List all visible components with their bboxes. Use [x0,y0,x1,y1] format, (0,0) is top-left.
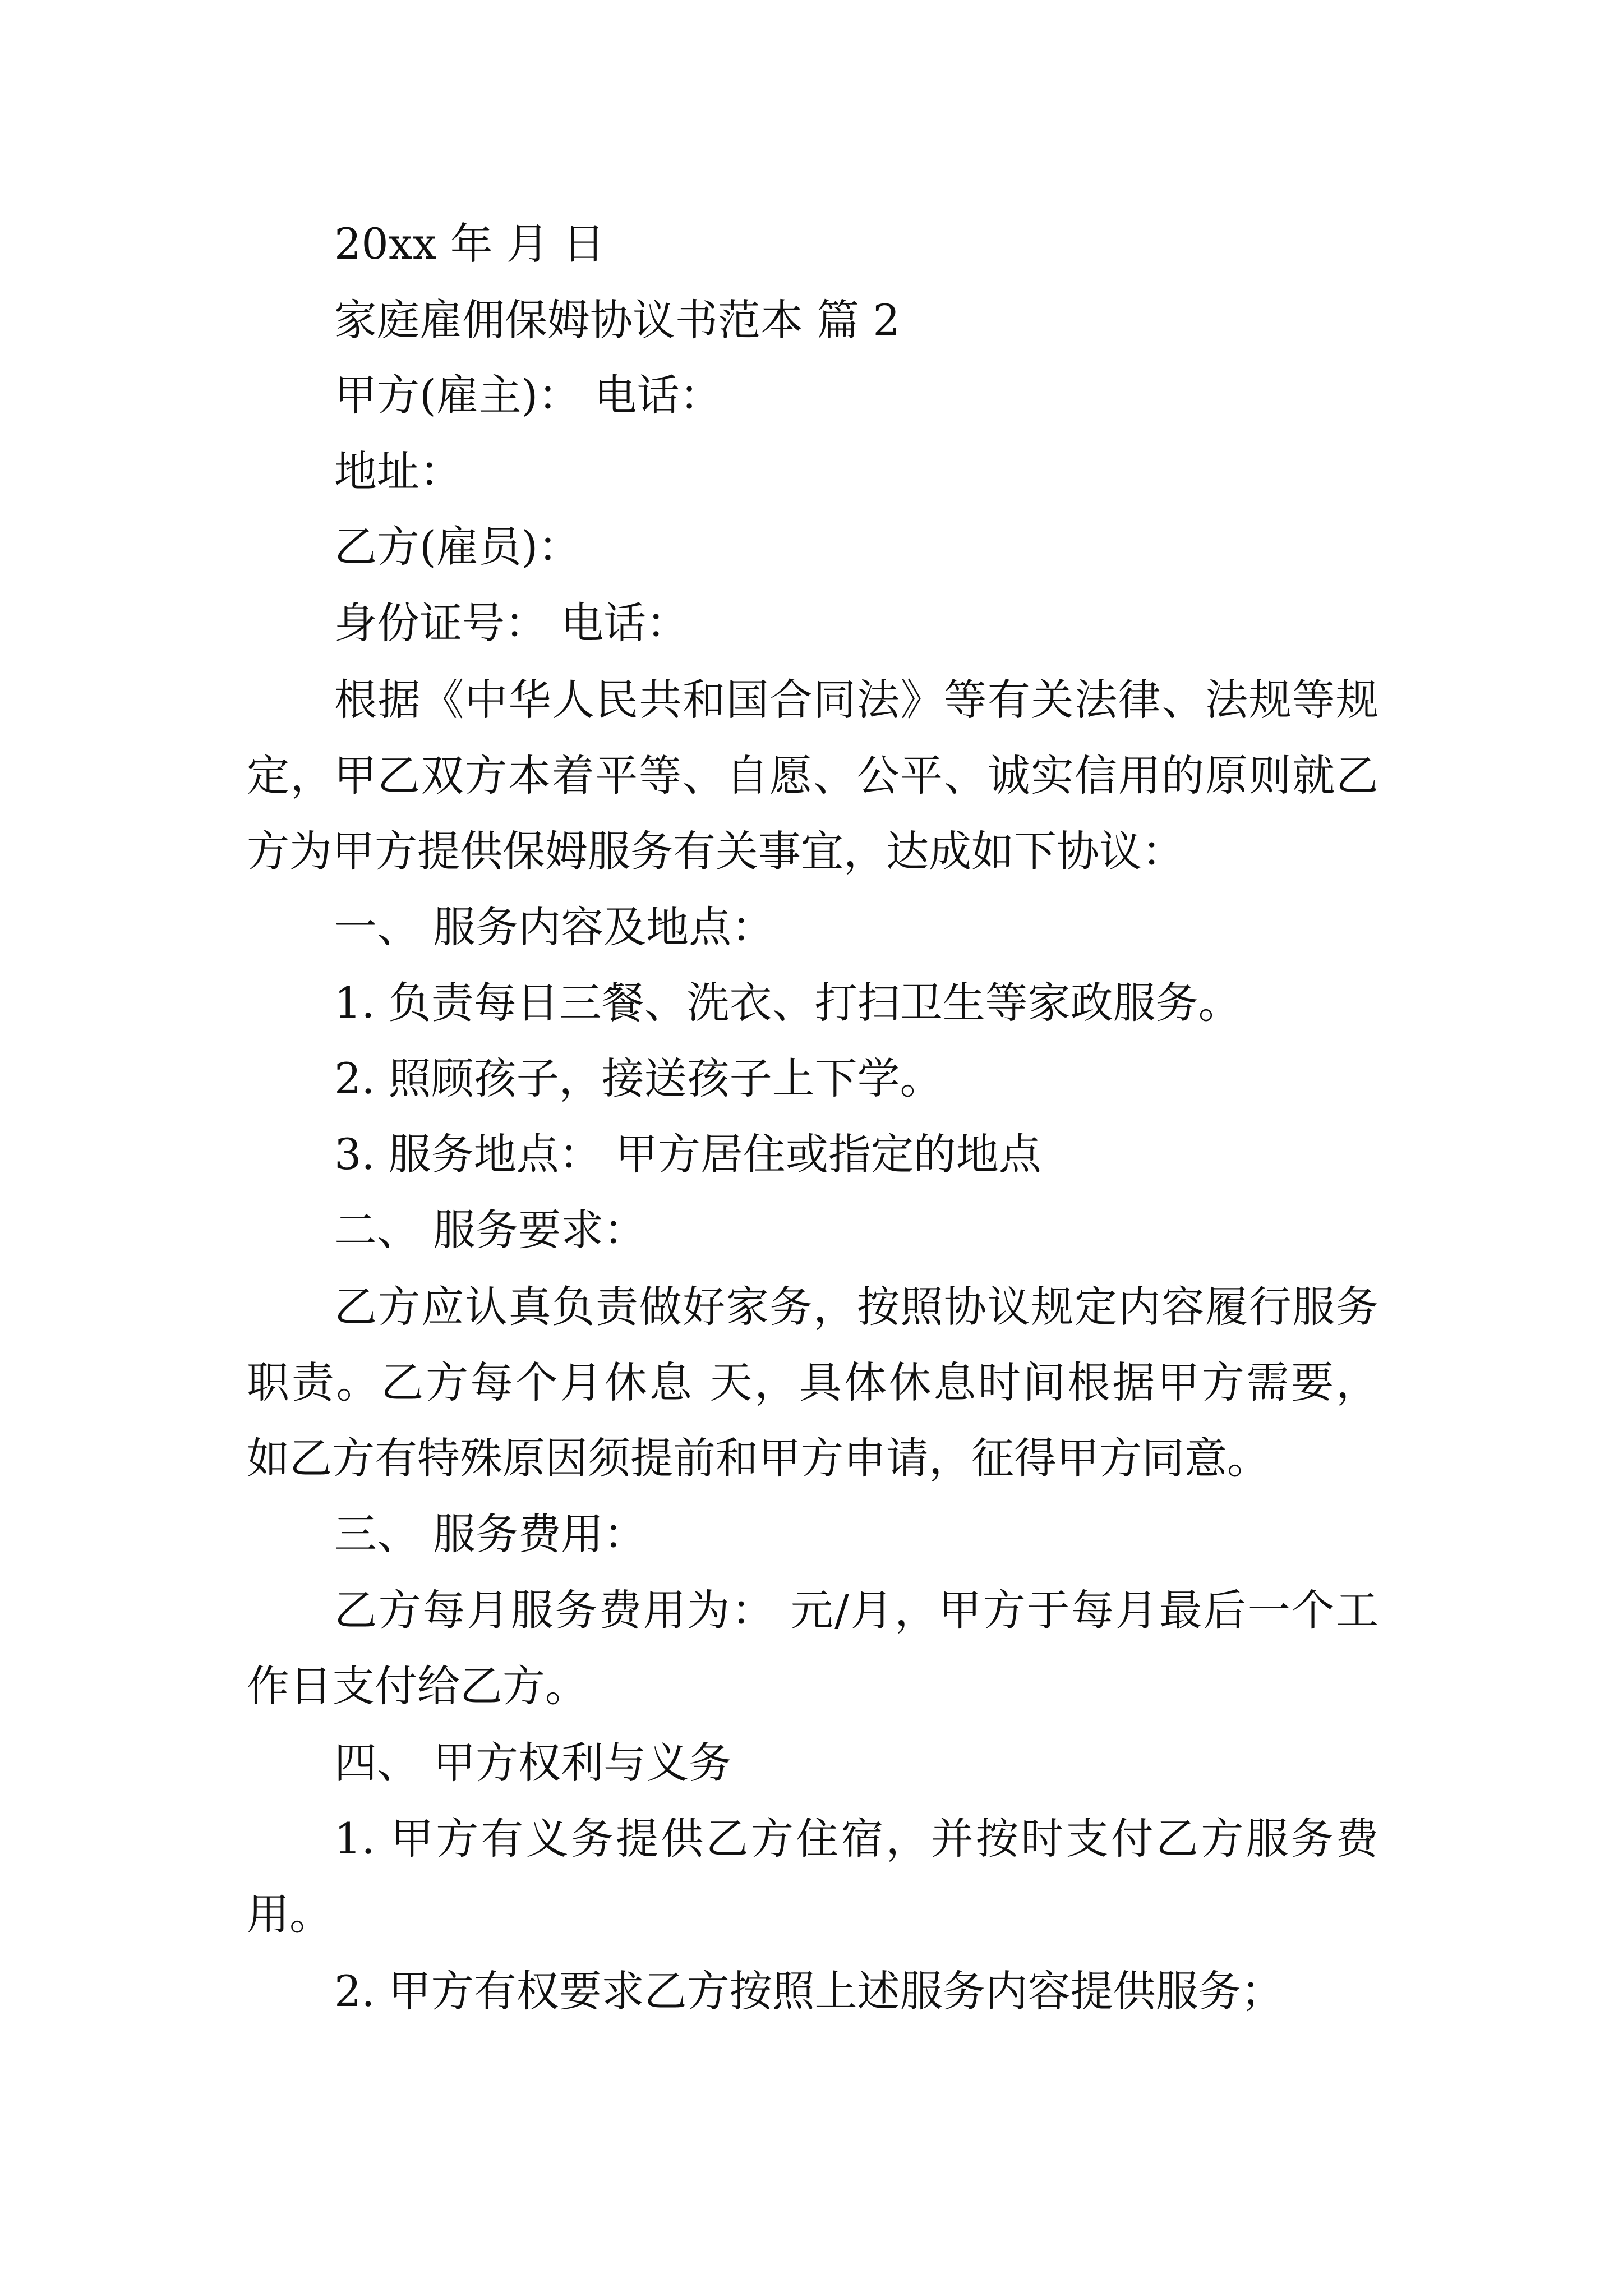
list-item: 2. 照顾孩子，接送孩子上下学。 [334,1053,943,1103]
party-b-line: 乙方(雇员)： [334,522,581,572]
section-heading-4: 四、 甲方权利与义务 [334,1738,732,1788]
obligation-line-3: 2. 甲方有权要求乙方按照上述服务内容提供服务； [334,1966,1284,2016]
section-heading-3: 三、 服务费用： [334,1509,647,1559]
fee-line-2: 作日支付给乙方。 [247,1661,588,1711]
requirements-line-3: 如乙方有特殊原因须提前和甲方申请，征得甲方同意。 [247,1433,1270,1483]
obligation-line-2: 用。 [247,1889,332,1939]
document-title: 家庭雇佣保姆协议书范本 篇 2 [334,295,900,345]
address-line: 地址： [334,447,462,496]
date-line: 20xx 年 月 日 [334,219,605,269]
fee-line-1: 乙方每月服务费用为： 元/月，甲方于每月最后一个工 [334,1585,1378,1635]
obligation-line-1: 1. 甲方有义务提供乙方住宿，并按时支付乙方服务费 [334,1814,1378,1864]
list-item: 1. 负责每日三餐、洗衣、打扫卫生等家政服务。 [334,978,1241,1028]
requirements-line-1: 乙方应认真负责做好家务，按照协议规定内容履行服务 [334,1282,1378,1332]
section-heading-1: 一、 服务内容及地点： [334,902,774,952]
party-a-line: 甲方(雇主)： 电话： [334,370,722,420]
requirements-line-2: 职责。乙方每个月休息 天，具体休息时间根据甲方需要， [247,1358,1378,1407]
preamble-line-1: 根据《中华人民共和国合同法》等有关法律、法规等规 [334,675,1378,725]
section-heading-2: 二、 服务要求： [334,1205,647,1255]
id-number-line: 身份证号： 电话： [334,598,689,648]
list-item: 3. 服务地点： 甲方居住或指定的地点 [334,1129,1041,1179]
preamble-line-2: 定，甲乙双方本着平等、自愿、公平、诚实信用的原则就乙 [247,751,1378,800]
preamble-line-3: 方为甲方提供保姆服务有关事宜，达成如下协议： [247,826,1184,876]
